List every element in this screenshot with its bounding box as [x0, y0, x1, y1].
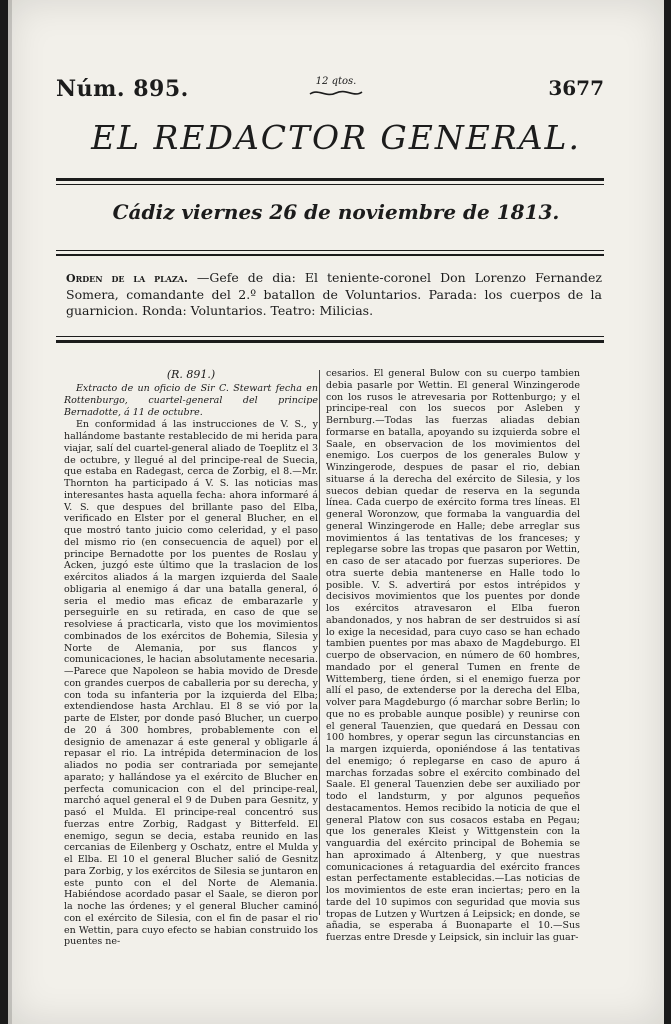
order-text: —Gefe de dia: El teniente-coronel Don Lorenzo Fernandez Somera, comandante del 2.º batallon de Voluntarios. Parada: los cuerpos de la guarnicion. Ronda: Voluntarios. Teatro: Milicias. [66, 270, 602, 318]
newspaper-page [8, 0, 664, 1024]
order-of-day [66, 270, 602, 319]
column-divider [319, 370, 320, 915]
issue-price: 12 qtos. [315, 76, 357, 87]
dateline: Cádiz viernes 26 de noviembre de 1813. [112, 200, 560, 224]
article-extract-title: Extracto de un oficio de Sir C. Stewart fecha en Rottenburgo, cuartel-general del principe Bernadotte, á 11 de octubre. [64, 383, 318, 418]
article-column-right [326, 368, 580, 944]
issue-header [56, 76, 604, 102]
page-fold-shadow [8, 0, 12, 1024]
article-body-right: cesarios. El general Bulow con su cuerpo tambien debia pasarle por Wettin. El general Winzingerode con los rusos le atrevesaria por Rottenburgo; y el principe-real con los suecos por Asleben y Bernburg.—Todas las fuerzas aliadas debian formarse en batalla, apoyando su izquierda sobre el Saale, en observacion de los movimientos del enemigo. Los cuerpos de los generales Bulow y Winzingerode, despues de pasar el rio, debian situarse á la derecha del exército de Silesia, y los suecos debian quedar de reserva en la segunda línea. Cada cuerpo de exército forma tres líneas. El general Woronzow, que formaba la vanguardia del general Winzingerode en Halle; debe arreglar sus movimientos á las tentativas de los franceses; y replegarse sobre las tropas que pasaron por Wettin, en caso de ser atacado por fuerzas superiores. De otra suerte debia mantenerse en Halle todo lo posible. V. S. advertirá por estos intrépidos y decisivos movimientos que los puentes por donde los exércitos atravesaron el Elba fueron abandonados, y nos habran de ser destruidos si así lo exige la necesidad, para cuyo caso se han echado tambien puentes por mas abaxo de Magdeburgo. El cuerpo de observacion, en número de 60 hombres, mandado por el general Tumen en frente de Wittemberg, tiene órden, si el enemigo fuerza por allí el paso, de extenderse por la derecha del Elba, volver para Magdeburgo (ó marchar sobre Berlin; lo que no es probable aunque posible) y reunirse con el general Tauenzien, que quedará en Dessau con 100 hombres, y operar segun las circunstancias en la margen izquierda, oponiéndose á las tentativas del enemigo; ó replegarse en caso de apuro á marchas forzadas sobre el exército combinado del Saale. El general Tauenzien debe ser auxiliado por todo el landsturm, y por algunos pequeños destacamentos. Hemos recibido la noticia de que el general Platow con sus cosacos estaba en Pegau; que los generales Kleist y Wittgenstein con la vanguardia del exército principal de Bohemia se han aproximado á Altenberg, y que nuestras comunicaciones á retaguardia del exército frances estan perfectamente establecidas.—Las noticias de los movimientos de este eran inciertas; pero en la tarde del 10 supimos con seguridad que movia sus tropas de Lutzen y Wurtzen á Leipsick; en donde, se añadia, se esperaba á Buonaparte el 10.—Sus fuerzas entre Dresde y Leipsick, sin incluir las guar- [326, 368, 580, 943]
dateline-rule-thick [56, 254, 604, 256]
flourish-ornament [308, 88, 364, 98]
section-rule-thick [56, 340, 604, 343]
article-reference: (R. 891.) [166, 368, 216, 381]
page-number: 3677 [548, 76, 604, 100]
order-label: Orden de la plaza. [66, 272, 188, 285]
dateline-rule-thin [56, 250, 604, 251]
article-column-left [64, 368, 318, 948]
masthead-rule-thick [56, 178, 604, 181]
article-body-left: En conformidad á las instrucciones de V. S., y hallándome bastante restablecido de mi herida para viajar, salí del cuartel-general aliado de Toeplitz el 3 de octubre, y llegué al del principe-real de Suecia, que estaba en Radegast, cerca de Zorbig, el 8.—Mr. Thornton ha participado á V. S. las noticias mas interesantes hasta aquella fecha: ahora informaré á V. S. que despues del brillante paso del Elba, verificado en Elster por el general Blucher, en el que mostró tanto juicio como celeridad, y el paso del mismo rio (en consecuencia de aquel) por el principe Bernadotte por los puentes de Roslau y Acken, juzgó este último que la traslacion de los exércitos aliados á la margen izquierda del Saale obligaria al enemigo á dar una batalla general, ó seria el medio mas eficaz de embarazarle y perseguirle en su retirada, en caso de que se resolviese á practicarla, visto que los movimientos combinados de los exércitos de Bohemia, Silesia y Norte de Alemania, por sus flancos y comunicaciones, le hacian absolutamente necesaria.—Parece que Napoleon se habia movido de Dresde con grandes cuerpos de caballeria por su derecha, y con toda su infanteria por la izquierda del Elba; extendiendose hasta Archlau. El 8 se vió por la parte de Elster, por donde pasó Blucher, un cuerpo de 20 á 300 hombres, probablemente con el designio de amenazar á este general y obligarle á repasar el rio. La intrépida determinacion de los aliados no podia ser contrariada por semejante aparato; y hallándose ya el exército de Blucher en perfecta comunicacion con el del principe-real, marchó aquel general el 9 de Duben para Gesnitz, y pasó el Mulda. El principe-real concentró sus fuerzas entre Zorbig, Radgast y Bitterfeld. El enemigo, segun se decia, estaba reunido en las cercanias de Eilenberg y Oschatz, entre el Mulda y el Elba. El 10 el general Blucher salió de Gesnitz para Zorbig, y los exércitos de Silesia se juntaron en este punto con el del Norte de Alemania. Habiéndose acordado pasar el Saale, se dieron por la noche las órdenes; y el general Blucher caminó con el exército de Silesia, con el fin de pasar el rio en Wettin, para cuyo efecto se habian construido los puentes ne- [64, 419, 318, 948]
issue-number: Núm. 895. [56, 76, 189, 102]
masthead-rule-thin [56, 184, 604, 185]
section-rule-thin [56, 336, 604, 337]
masthead-title: EL REDACTOR GENERAL. [91, 118, 581, 157]
